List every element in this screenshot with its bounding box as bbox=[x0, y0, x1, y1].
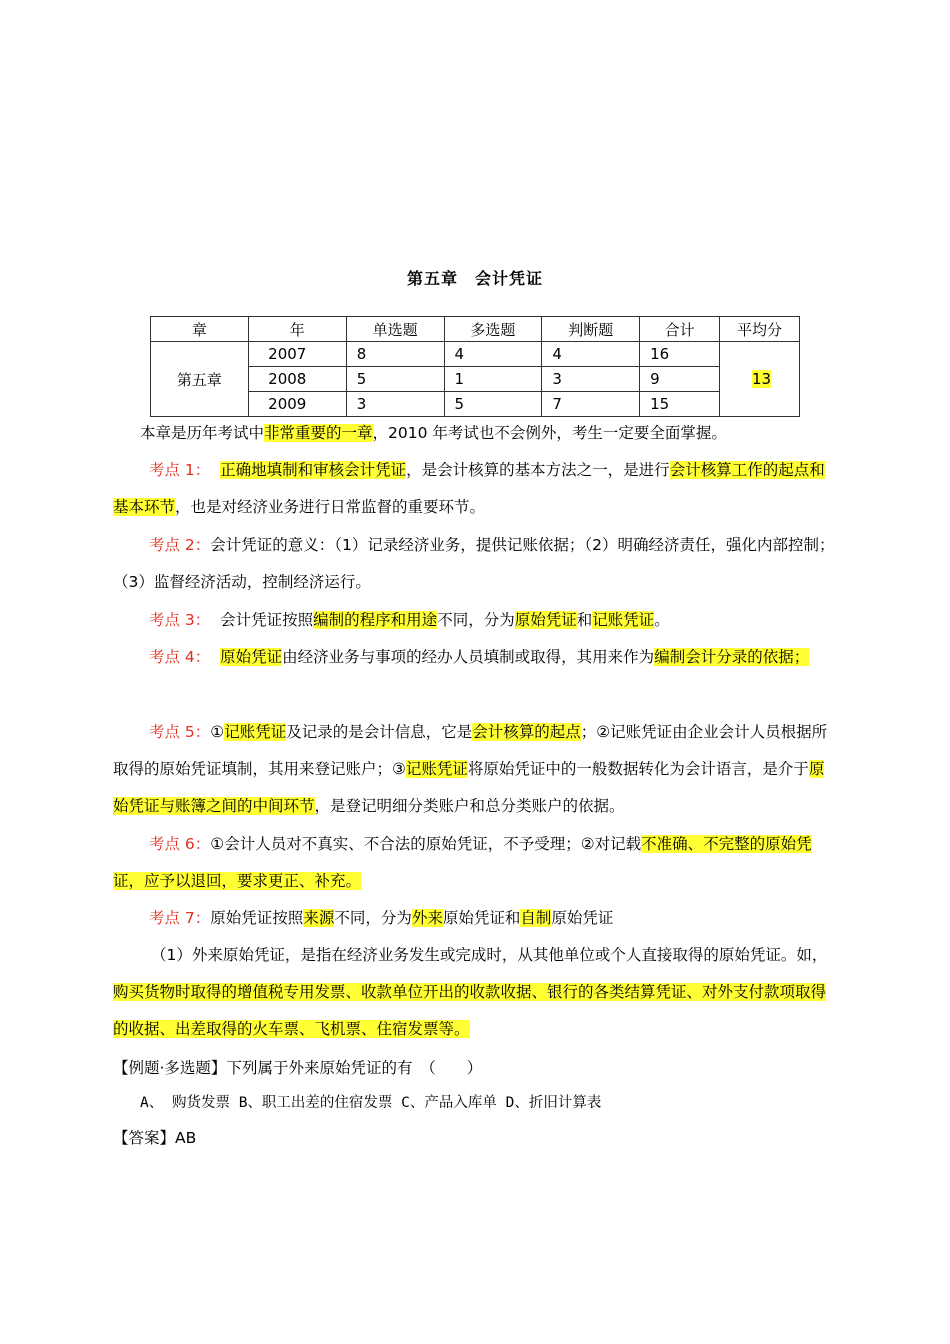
chapter-cell: 第五章 bbox=[151, 342, 249, 417]
table-header-cell: 年 bbox=[248, 317, 346, 342]
highlight-text: 会计核算工作的起点和基本环节 bbox=[113, 461, 825, 516]
key-point-6 bbox=[113, 826, 837, 900]
total-cell: 16 bbox=[640, 342, 720, 367]
answer-label: 【答案】 bbox=[113, 1129, 176, 1147]
highlight-text: 购买货物时取得的增值税专用发票、收款单位开出的收款收据、银行的各类结算凭证、对外支付款项取得的收据、出差取得的火车票、飞机票、住宿发票等。 bbox=[113, 983, 827, 1038]
highlight-text: 自制 bbox=[520, 909, 552, 927]
body-text: 会计凭证的意义：（1）记录经济业务，提供记账依据；（2）明确经济责任，强化内部控制；（3）监督经济活动，控制经济运行。 bbox=[113, 536, 835, 591]
intro-text: 本章是历年考试中 bbox=[140, 424, 265, 442]
single-choice-cell: 8 bbox=[346, 342, 444, 367]
key-point-1 bbox=[113, 452, 837, 526]
body-text: 不同，分为 bbox=[334, 909, 412, 927]
judge-cell: 3 bbox=[542, 367, 640, 392]
year-cell: 2008 bbox=[248, 367, 346, 392]
year-cell: 2009 bbox=[248, 392, 346, 417]
table-header-cell: 判断题 bbox=[542, 317, 640, 342]
highlight-text: 会计核算的起点 bbox=[472, 723, 581, 741]
key-point-label: 考点 2： bbox=[149, 536, 211, 554]
key-point-4 bbox=[113, 639, 837, 676]
body-text: ，是会计核算的基本方法之一，是进行 bbox=[406, 461, 670, 479]
body-text: 原始凭证和 bbox=[442, 909, 521, 927]
exam-stats-table bbox=[150, 316, 800, 417]
judge-cell: 7 bbox=[542, 392, 640, 417]
intro-text: ，2010 年考试也不会例外，考生一定要全面掌握。 bbox=[372, 424, 727, 442]
body-text: 原始凭证 bbox=[551, 909, 614, 927]
highlight-text: 记账凭证 bbox=[224, 723, 287, 741]
multi-choice-cell: 1 bbox=[444, 367, 542, 392]
key-point-label: 考点 6： bbox=[149, 835, 211, 853]
total-cell: 15 bbox=[640, 392, 720, 417]
average-cell bbox=[720, 342, 800, 417]
key-point-5 bbox=[113, 714, 837, 825]
key-point-3 bbox=[113, 602, 837, 639]
body-text: 。 bbox=[654, 611, 670, 629]
body-text: （1）外来原始凭证，是指在经济业务发生或完成时，从其他单位或个人直接取得的原始凭证。如， bbox=[151, 946, 828, 964]
intro-paragraph bbox=[140, 415, 840, 452]
highlight-text: 记账凭证 bbox=[592, 611, 655, 629]
body-text: ，也是对经济业务进行日常监督的重要环节。 bbox=[175, 498, 486, 516]
table-header-row bbox=[151, 317, 800, 342]
body-text: ；②记账凭证由企业会计人员根据所取得的原始凭证填制，其用来登记账户；③ bbox=[113, 723, 828, 778]
answer-value: AB bbox=[175, 1129, 197, 1147]
key-point-label: 考点 1： bbox=[149, 461, 211, 479]
highlight-text: 原始凭证 bbox=[514, 611, 577, 629]
single-choice-cell: 5 bbox=[346, 367, 444, 392]
highlight-text: 正确地填制和审核会计凭证 bbox=[220, 461, 407, 479]
intro-highlight: 非常重要的一章 bbox=[264, 424, 373, 442]
table-row bbox=[151, 367, 800, 392]
highlight-text: 编制会计分录的依据； bbox=[654, 648, 810, 666]
body-text: 将原始凭证中的一般数据转化为会计语言，是介于 bbox=[467, 760, 809, 778]
key-point-label: 考点 4： bbox=[149, 648, 211, 666]
table-header-cell: 平均分 bbox=[720, 317, 800, 342]
highlight-text: 不准确、不完整的原始凭证，应予以退回，要求更正、补充。 bbox=[113, 835, 812, 890]
table-row bbox=[151, 342, 800, 367]
body-text: 不同，分为 bbox=[437, 611, 515, 629]
highlight-text: 编制的程序和用途 bbox=[313, 611, 438, 629]
table-header-cell: 多选题 bbox=[444, 317, 542, 342]
table-header-cell: 单选题 bbox=[346, 317, 444, 342]
table-header-cell: 章 bbox=[151, 317, 249, 342]
highlight-text: 外来 bbox=[411, 909, 443, 927]
body-text: ①会计人员对不真实、不合法的原始凭证，不予受理；②对记载 bbox=[210, 835, 642, 853]
example-label: 【例题·多选题】 bbox=[113, 1059, 227, 1077]
chapter-title: 第五章 会计凭证 bbox=[406, 269, 543, 288]
body-text: ① bbox=[210, 723, 225, 741]
key-point-label: 考点 3： bbox=[149, 611, 211, 629]
body-text: ，是登记明细分类账户和总分类账户的依据。 bbox=[314, 797, 625, 815]
key-point-label: 考点 7： bbox=[149, 909, 211, 927]
answer-line bbox=[113, 1120, 837, 1157]
body-text: 会计凭证按照 bbox=[220, 611, 314, 629]
highlight-text: 记账凭证 bbox=[405, 760, 468, 778]
key-point-label: 考点 5： bbox=[149, 723, 211, 741]
example-options: A、 购货发票 B、职工出差的住宿发票 C、产品入库单 D、折旧计算表 bbox=[140, 1095, 602, 1111]
table-header-cell: 合计 bbox=[640, 317, 720, 342]
example-question-text: 下列属于外来原始凭证的有 （ ） bbox=[226, 1059, 483, 1077]
highlight-text: 原始凭证 bbox=[220, 648, 283, 666]
foreign-voucher-paragraph bbox=[113, 937, 837, 1048]
body-text: 原始凭证按照 bbox=[210, 909, 304, 927]
body-text: 及记录的是会计信息，它是 bbox=[286, 723, 473, 741]
average-value: 13 bbox=[752, 370, 772, 388]
year-cell: 2007 bbox=[248, 342, 346, 367]
highlight-text: 原始凭证与账簿之间的中间环节 bbox=[113, 760, 825, 815]
single-choice-cell: 3 bbox=[346, 392, 444, 417]
table-row bbox=[151, 392, 800, 417]
key-point-7 bbox=[113, 900, 837, 937]
multi-choice-cell: 5 bbox=[444, 392, 542, 417]
multi-choice-cell: 4 bbox=[444, 342, 542, 367]
example-question bbox=[113, 1050, 837, 1087]
judge-cell: 4 bbox=[542, 342, 640, 367]
body-text: 和 bbox=[576, 611, 593, 629]
total-cell: 9 bbox=[640, 367, 720, 392]
highlight-text: 来源 bbox=[303, 909, 335, 927]
body-text: 由经济业务与事项的经办人员填制或取得，其用来作为 bbox=[282, 648, 655, 666]
key-point-2 bbox=[113, 527, 837, 601]
